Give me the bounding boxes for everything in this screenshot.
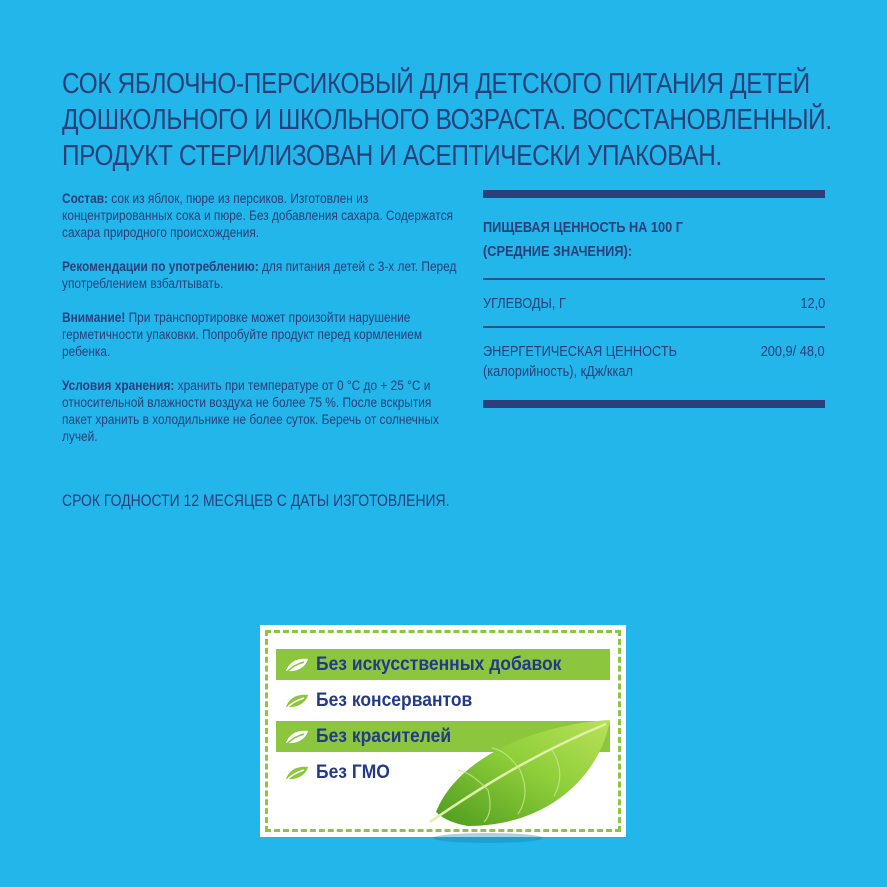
nutrition-bottom-bar	[483, 400, 825, 408]
feature-item	[276, 685, 610, 716]
leaf-icon	[284, 728, 310, 746]
storage-label: Условия хранения:	[62, 378, 175, 393]
composition-label: Состав:	[62, 191, 108, 206]
nutrition-top-bar	[483, 190, 825, 198]
energy-value: 200,9/ 48,0	[761, 344, 825, 360]
nutrition-header-line1: ПИЩЕВАЯ ЦЕННОСТЬ НА 100 Г	[483, 220, 684, 236]
nutrition-table	[483, 190, 825, 408]
nutrition-divider	[483, 326, 825, 328]
nutrition-header-line2: (СРЕДНИЕ ЗНАЧЕНИЯ):	[483, 244, 633, 260]
energy-label-line1: ЭНЕРГЕТИЧЕСКАЯ ЦЕННОСТЬ	[483, 344, 677, 360]
energy-label	[483, 342, 677, 382]
feature-label: Без красителей	[316, 725, 452, 747]
carbs-label: УГЛЕВОДЫ, Г	[483, 296, 566, 312]
storage-text: хранить при температуре от 0 °С до + 25 °С и относительной влажности воздуха не более 75 %. После вскрытия пакет хранить в холодильнике не более суток. Беречь от солнечных лучей.	[62, 378, 439, 444]
product-info	[62, 190, 462, 462]
warning-label: Внимание!	[62, 310, 126, 325]
recommendations-paragraph	[62, 258, 462, 292]
nutrition-header	[483, 198, 784, 278]
storage-paragraph	[62, 377, 462, 445]
feature-item	[276, 649, 610, 680]
leaf-illustration	[428, 716, 618, 846]
leaf-icon	[284, 692, 310, 710]
feature-label: Без консервантов	[316, 689, 473, 711]
warning-paragraph	[62, 309, 462, 360]
nutrition-divider	[483, 278, 825, 280]
energy-label-line2: (калорийность), кДж/ккал	[483, 364, 633, 380]
warning-text: При транспортировке может произойти нарушение герметичности упаковки. Попробуйте продукт перед кормлением ребенка.	[62, 310, 423, 359]
recommendations-label: Рекомендации по употреблению:	[62, 259, 259, 274]
shelf-life: СРОК ГОДНОСТИ 12 МЕСЯЦЕВ С ДАТЫ ИЗГОТОВЛЕНИЯ.	[62, 491, 450, 510]
nutrition-row-energy	[483, 328, 825, 400]
composition-paragraph	[62, 190, 462, 241]
feature-label: Без искусственных добавок	[316, 653, 562, 675]
product-title: СОК ЯБЛОЧНО-ПЕРСИКОВЫЙ ДЛЯ ДЕТСКОГО ПИТАНИЯ ДЕТЕЙ ДОШКОЛЬНОГО И ШКОЛЬНОГО ВОЗРАСТА. ВОССТАНОВЛЕННЫЙ. ПРОДУКТ СТЕРИЛИЗОВАН И АСЕПТИЧЕСКИ УПАКОВАН.	[62, 68, 832, 172]
nutrition-row-carbs	[483, 280, 825, 326]
recommendations-text: для питания детей с 3-х лет. Перед употреблением взбалтывать.	[62, 259, 457, 291]
feature-label: Без ГМО	[316, 761, 390, 783]
carbs-value: 12,0	[800, 296, 825, 312]
leaf-icon	[284, 764, 310, 782]
leaf-icon	[284, 656, 310, 674]
composition-text: сок из яблок, пюре из персиков. Изготовлен из концентрированных сока и пюре. Без добавления сахара. Содержатся сахара природного происхождения.	[62, 191, 453, 240]
